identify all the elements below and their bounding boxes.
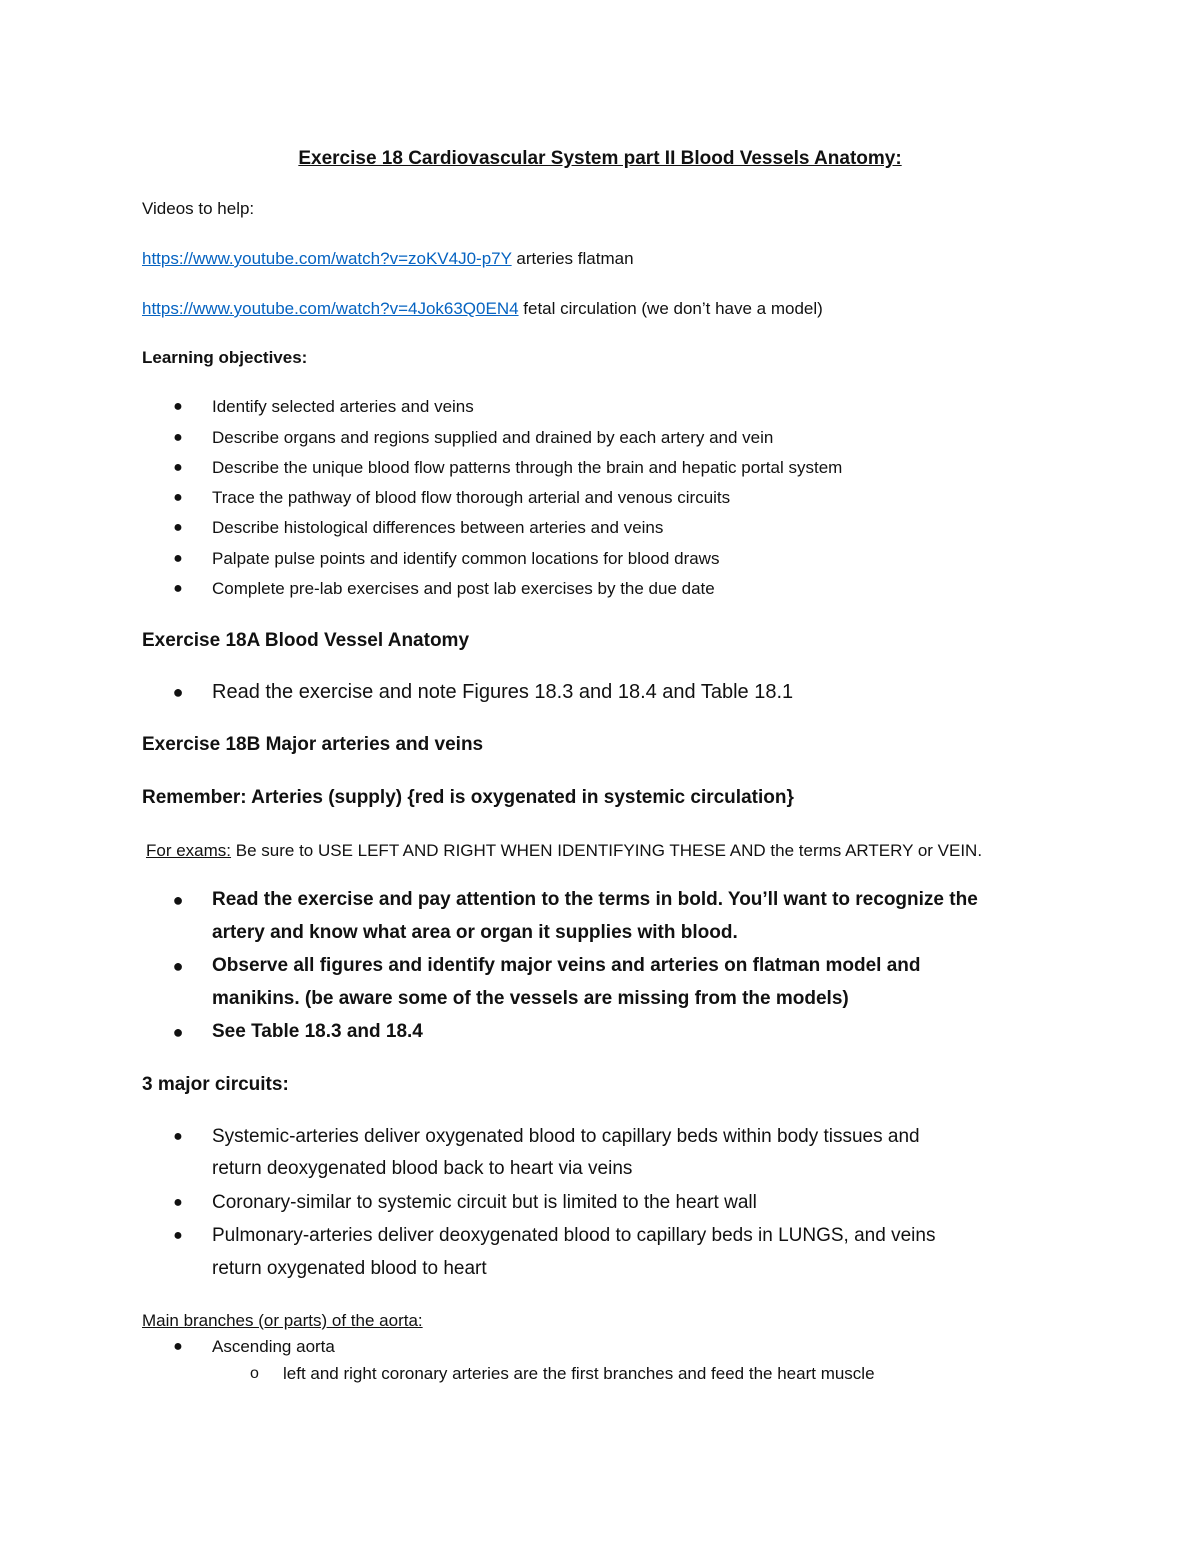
bullet-icon: ●: [172, 1022, 184, 1042]
circuit-item-continued: return deoxygenated blood back to heart via veins: [212, 1158, 633, 1179]
aorta-item: Ascending aorta: [212, 1337, 335, 1356]
bullet-icon: ●: [173, 1128, 183, 1145]
section-18b-item: See Table 18.3 and 18.4: [212, 1021, 423, 1042]
page-title: Exercise 18 Cardiovascular System part II Blood Vessels Anatomy:: [298, 148, 902, 169]
section-18a-item: Read the exercise and note Figures 18.3 and 18.4 and Table 18.1: [212, 681, 794, 703]
bullet-icon: ●: [172, 890, 184, 910]
circuit-item-continued: return oxygenated blood to heart: [212, 1258, 487, 1279]
objective-item: Complete pre-lab exercises and post lab exercises by the due date: [212, 579, 715, 598]
bullet-icon: ●: [173, 429, 183, 446]
bullet-icon: ●: [173, 550, 183, 567]
exams-text: Be sure to USE LEFT AND RIGHT WHEN IDENTIFYING THESE AND the terms ARTERY or VEIN.: [231, 841, 983, 860]
section-18b-item: Observe all figures and identify major veins and arteries on flatman model and: [212, 955, 921, 976]
bullet-icon: ●: [173, 1227, 183, 1244]
bullet-icon: ●: [173, 580, 183, 597]
objective-item: Describe the unique blood flow patterns through the brain and hepatic portal system: [212, 458, 843, 477]
circuit-item: Systemic-arteries deliver oxygenated blood to capillary beds within body tissues and: [212, 1126, 920, 1147]
section-18b-item-continued: manikins. (be aware some of the vessels are missing from the models): [212, 988, 849, 1009]
bullet-icon: ●: [173, 398, 183, 415]
bullet-icon: ●: [172, 682, 184, 702]
circuit-item: Coronary-similar to systemic circuit but is limited to the heart wall: [212, 1192, 757, 1213]
exams-note: [146, 838, 982, 864]
video-note-1: arteries flatman: [511, 249, 634, 268]
video-line-2: [142, 296, 823, 322]
circuits-heading: 3 major circuits:: [142, 1074, 289, 1095]
objective-item: Describe organs and regions supplied and drained by each artery and vein: [212, 428, 774, 447]
video-line-1: [142, 246, 634, 272]
video-link-2[interactable]: https://www.youtube.com/watch?v=4Jok63Q0EN4: [142, 299, 519, 318]
objective-item: Palpate pulse points and identify common locations for blood draws: [212, 549, 720, 568]
aorta-subitem: left and right coronary arteries are the first branches and feed the heart muscle: [283, 1364, 875, 1383]
bullet-icon: ●: [173, 459, 183, 476]
objectives-heading: Learning objectives:: [142, 348, 308, 367]
bullet-icon: ●: [173, 489, 183, 506]
circuit-item: Pulmonary-arteries deliver deoxygenated blood to capillary beds in LUNGS, and veins: [212, 1225, 936, 1246]
video-note-2: fetal circulation (we don’t have a model): [518, 299, 823, 318]
video-link-1[interactable]: https://www.youtube.com/watch?v=zoKV4J0-p7Y: [142, 249, 512, 268]
section-18b-heading: Exercise 18B Major arteries and veins: [142, 734, 484, 755]
bullet-icon: ●: [173, 519, 183, 536]
bullet-icon: ●: [173, 1194, 183, 1211]
objective-item: Identify selected arteries and veins: [212, 397, 474, 416]
exams-label: For exams:: [146, 841, 232, 860]
bullet-icon: ●: [173, 1338, 183, 1355]
section-18a-heading: Exercise 18A Blood Vessel Anatomy: [142, 630, 470, 651]
objective-item: Trace the pathway of blood flow thorough arterial and venous circuits: [212, 488, 731, 507]
remember-note: Remember: Arteries (supply) {red is oxygenated in systemic circulation}: [142, 787, 794, 808]
aorta-heading: Main branches (or parts) of the aorta:: [142, 1311, 423, 1330]
circle-bullet-icon: o: [250, 1365, 259, 1382]
section-18b-item-continued: artery and know what area or organ it supplies with blood.: [212, 922, 738, 943]
bullet-icon: ●: [172, 956, 184, 976]
videos-label: Videos to help:: [142, 199, 255, 218]
section-18b-item: Read the exercise and pay attention to the terms in bold. You’ll want to recognize the: [212, 889, 978, 910]
objective-item: Describe histological differences between arteries and veins: [212, 518, 664, 537]
